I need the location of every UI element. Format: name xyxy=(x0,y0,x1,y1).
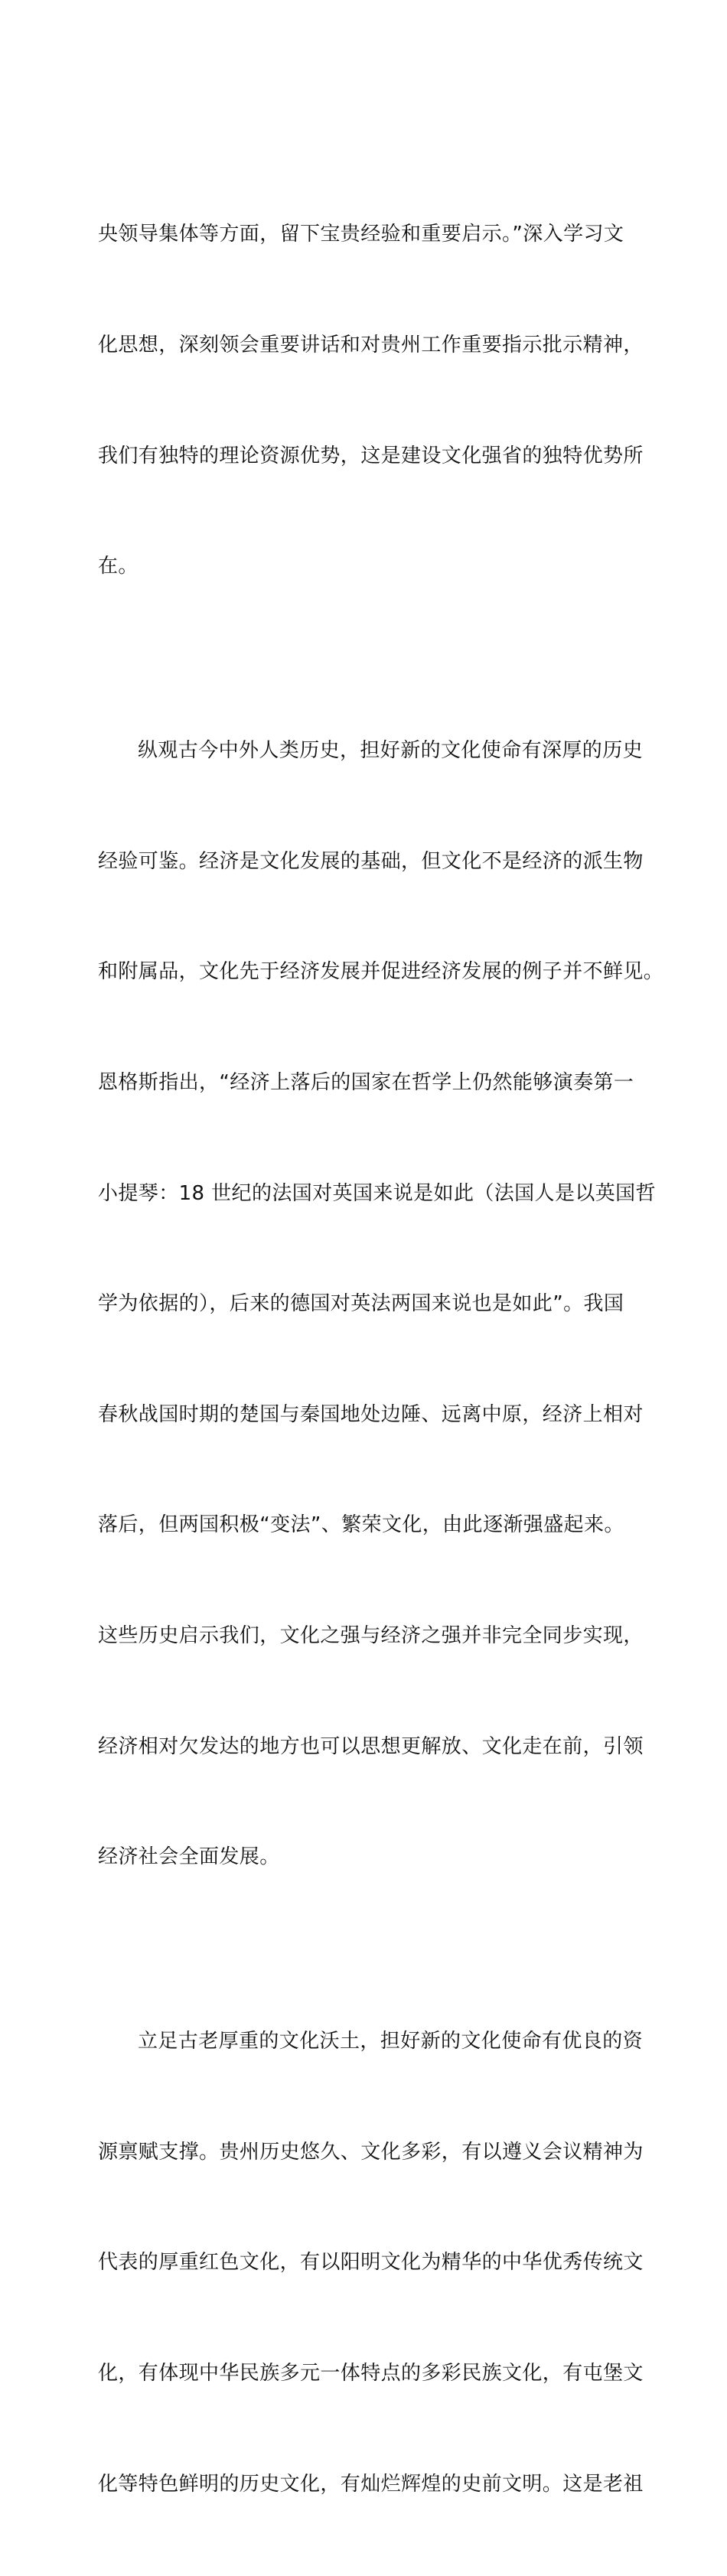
text-line: 和附属品，文化先于经济发展并促进经济发展的例子并不鲜见。 xyxy=(98,960,664,984)
text-line: 央领导集体等方面，留下宝贵经验和重要启示。”深入学习文 xyxy=(98,223,624,246)
text-line: 经验可鉴。经济是文化发展的基础，但文化不是经济的派生物 xyxy=(98,849,644,873)
text-line: 化思想，深刻领会重要讲话和对贵州工作重要指示批示精神， xyxy=(98,334,644,357)
text-line: 学为依据的），后来的德国对英法两国来说也是如此”。我国 xyxy=(98,1292,624,1316)
paragraph-2 xyxy=(98,659,664,1949)
text-line: 化，有体现中华民族多元一体特点的多彩民族文化，有屯堡文 xyxy=(98,2361,644,2385)
document-body xyxy=(98,142,664,2576)
text-line: 落后，但两国积极“变法”、繁荣文化，由此逐渐强盛起来。 xyxy=(98,1513,624,1537)
text-line: 在。 xyxy=(98,555,139,578)
paragraph-3 xyxy=(98,1949,644,2576)
text-line: 代表的厚重红色文化，有以阳明文化为精华的中华优秀传统文 xyxy=(98,2251,644,2275)
paragraph-1 xyxy=(98,142,644,659)
text-line: 源禀赋支撑。贵州历史悠久、文化多彩，有以遵义会议精神为 xyxy=(98,2140,644,2164)
text-line: 小提琴：18 世纪的法国对英国来说是如此（法国人是以英国哲 xyxy=(98,1181,656,1205)
text-line: 化等特色鲜明的历史文化，有灿烂辉煌的史前文明。这是老祖 xyxy=(98,2472,644,2496)
text-line: 我们有独特的理论资源优势，这是建设文化强省的独特优势所 xyxy=(98,444,644,467)
text-line: 纵观古今中外人类历史，担好新的文化使命有深厚的历史 xyxy=(138,739,644,763)
text-line: 这些历史启示我们，文化之强与经济之强并非完全同步实现， xyxy=(98,1623,644,1647)
text-line: 立足古老厚重的文化沃土，担好新的文化使命有优良的资 xyxy=(138,2030,644,2053)
text-line: 春秋战国时期的楚国与秦国地处边陲、远离中原，经济上相对 xyxy=(98,1402,644,1426)
text-line: 经济社会全面发展。 xyxy=(98,1845,280,1869)
text-line: 恩格斯指出，“经济上落后的国家在哲学上仍然能够演奏第一 xyxy=(98,1070,634,1094)
text-line: 经济相对欠发达的地方也可以思想更解放、文化走在前，引领 xyxy=(98,1734,644,1758)
